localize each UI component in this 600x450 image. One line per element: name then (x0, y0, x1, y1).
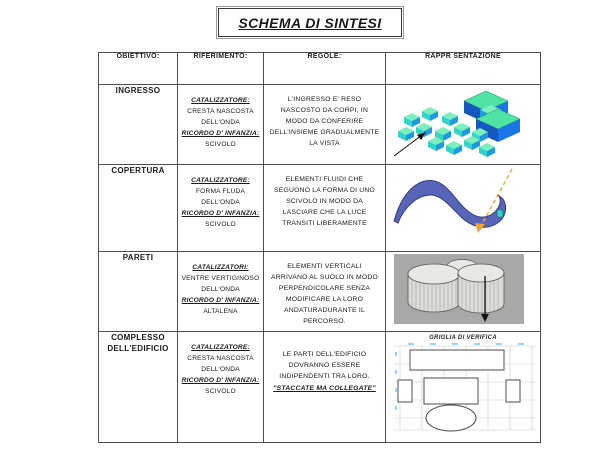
top-long-rectangle (410, 350, 504, 370)
right-cylinder-icon (458, 264, 504, 314)
table-row-complesso (99, 332, 541, 443)
memory-label: RICORDO D' INFANZIA: (181, 130, 260, 137)
left-small-rectangle (398, 380, 412, 402)
reference-cell (178, 85, 263, 150)
table-row-pareti (99, 252, 541, 332)
rule-text (264, 332, 385, 394)
catalyst-label: CATALIZZATORE: (191, 344, 250, 351)
rule-text: ELEMENTI FLUIDI CHE SEGUONO LA FORMA DI UNO SCIVOLO IN MODO DA LASCIARE CHE LA LUCE TRANSITI LIBERAMENTE (274, 176, 375, 227)
pareti-cylinders-illustration (388, 252, 538, 328)
synthesis-table (98, 52, 541, 443)
reference-cell (178, 332, 263, 397)
wave-tip-block-icon (497, 210, 503, 217)
center-rectangle (424, 378, 478, 404)
reference-line: FORMA FLUDA (195, 188, 246, 195)
objective-label: COMPLESSO DELL'EDIFICIO (107, 333, 169, 353)
table-row-ingresso (99, 85, 541, 165)
reference-line: SCIVOLO (205, 141, 236, 148)
rule-quote-text: "STACCATE MA COLLEGATE" (273, 385, 376, 392)
ellipse-shape (426, 405, 476, 431)
objective-label: COPERTURA (111, 166, 165, 175)
catalyst-label: CATALIZZATORI: (192, 264, 249, 271)
memory-label: RICORDO D' INFANZIA: (181, 377, 260, 384)
reference-line: SCIVOLO (205, 221, 236, 228)
rule-text: ELEMENTI VERTICALI ARRIVANO AL SUOLO IN MODO PERPENDICOLARE SENZA MODIFICARE LA LORO ANDATURADURANTE IL PERCORSO. (271, 263, 378, 325)
memory-label: RICORDO D' INFANZIA: (181, 297, 260, 304)
catalyst-label: CATALIZZATORE: (191, 177, 250, 184)
catalyst-label: CATALIZZATORE: (191, 97, 250, 104)
reference-line: CRESTA NASCOSTA (187, 355, 254, 362)
ingresso-blocks-illustration (388, 85, 538, 163)
verification-grid-illustration (388, 342, 538, 434)
header-rappresentazione: RAPPR SENTAZIONE (386, 53, 541, 85)
objective-label: PARETI (122, 253, 154, 262)
reference-line: CRESTA NASCOSTA (187, 108, 254, 115)
copertura-wave-illustration (388, 165, 538, 245)
reference-line: DELL'ONDA (201, 199, 240, 206)
reference-line: DELL'ONDA (201, 366, 240, 373)
objective-label: INGRESSO (115, 86, 161, 95)
wave-surface-icon (394, 181, 506, 228)
header-riferimento: RIFERIMENTO: (178, 53, 264, 85)
page-title-box (218, 8, 402, 37)
grid-diagram-title: GRIGLIA DI VERIFICA (429, 335, 497, 341)
reference-cell (178, 252, 263, 317)
left-cylinder-icon (408, 264, 460, 312)
header-row (99, 53, 541, 85)
rule-text: L'INGRESSO E' RESO NASCOSTO DA CORPI, IN MODO DA CONFERIRE DELL'INSIEME GRADUALMENTE LA VISTA (269, 96, 380, 147)
rule-main-text: LE PARTI DELL'EDIFICIO DOVRANNO ESSERE INDIPENDENTI TRA LORO. (279, 351, 370, 380)
reference-line: DELL'ONDA (201, 286, 240, 293)
reference-line: VENTRE VERTIGINOSO (181, 275, 260, 282)
reference-line: SCIVOLO (205, 388, 236, 395)
reference-line: ALTALENA (203, 308, 238, 315)
page-title: SCHEMA DI SINTESI (238, 14, 382, 31)
header-obiettivo: OBIETTIVO: (99, 53, 178, 85)
reference-cell (178, 165, 263, 230)
right-small-rectangle (506, 380, 520, 402)
memory-label: RICORDO D' INFANZIA: (181, 210, 260, 217)
header-regole: REGOLE: (264, 53, 386, 85)
reference-line: DELL'ONDA (201, 119, 240, 126)
table-row-copertura (99, 165, 541, 252)
plan-shapes (398, 350, 520, 431)
